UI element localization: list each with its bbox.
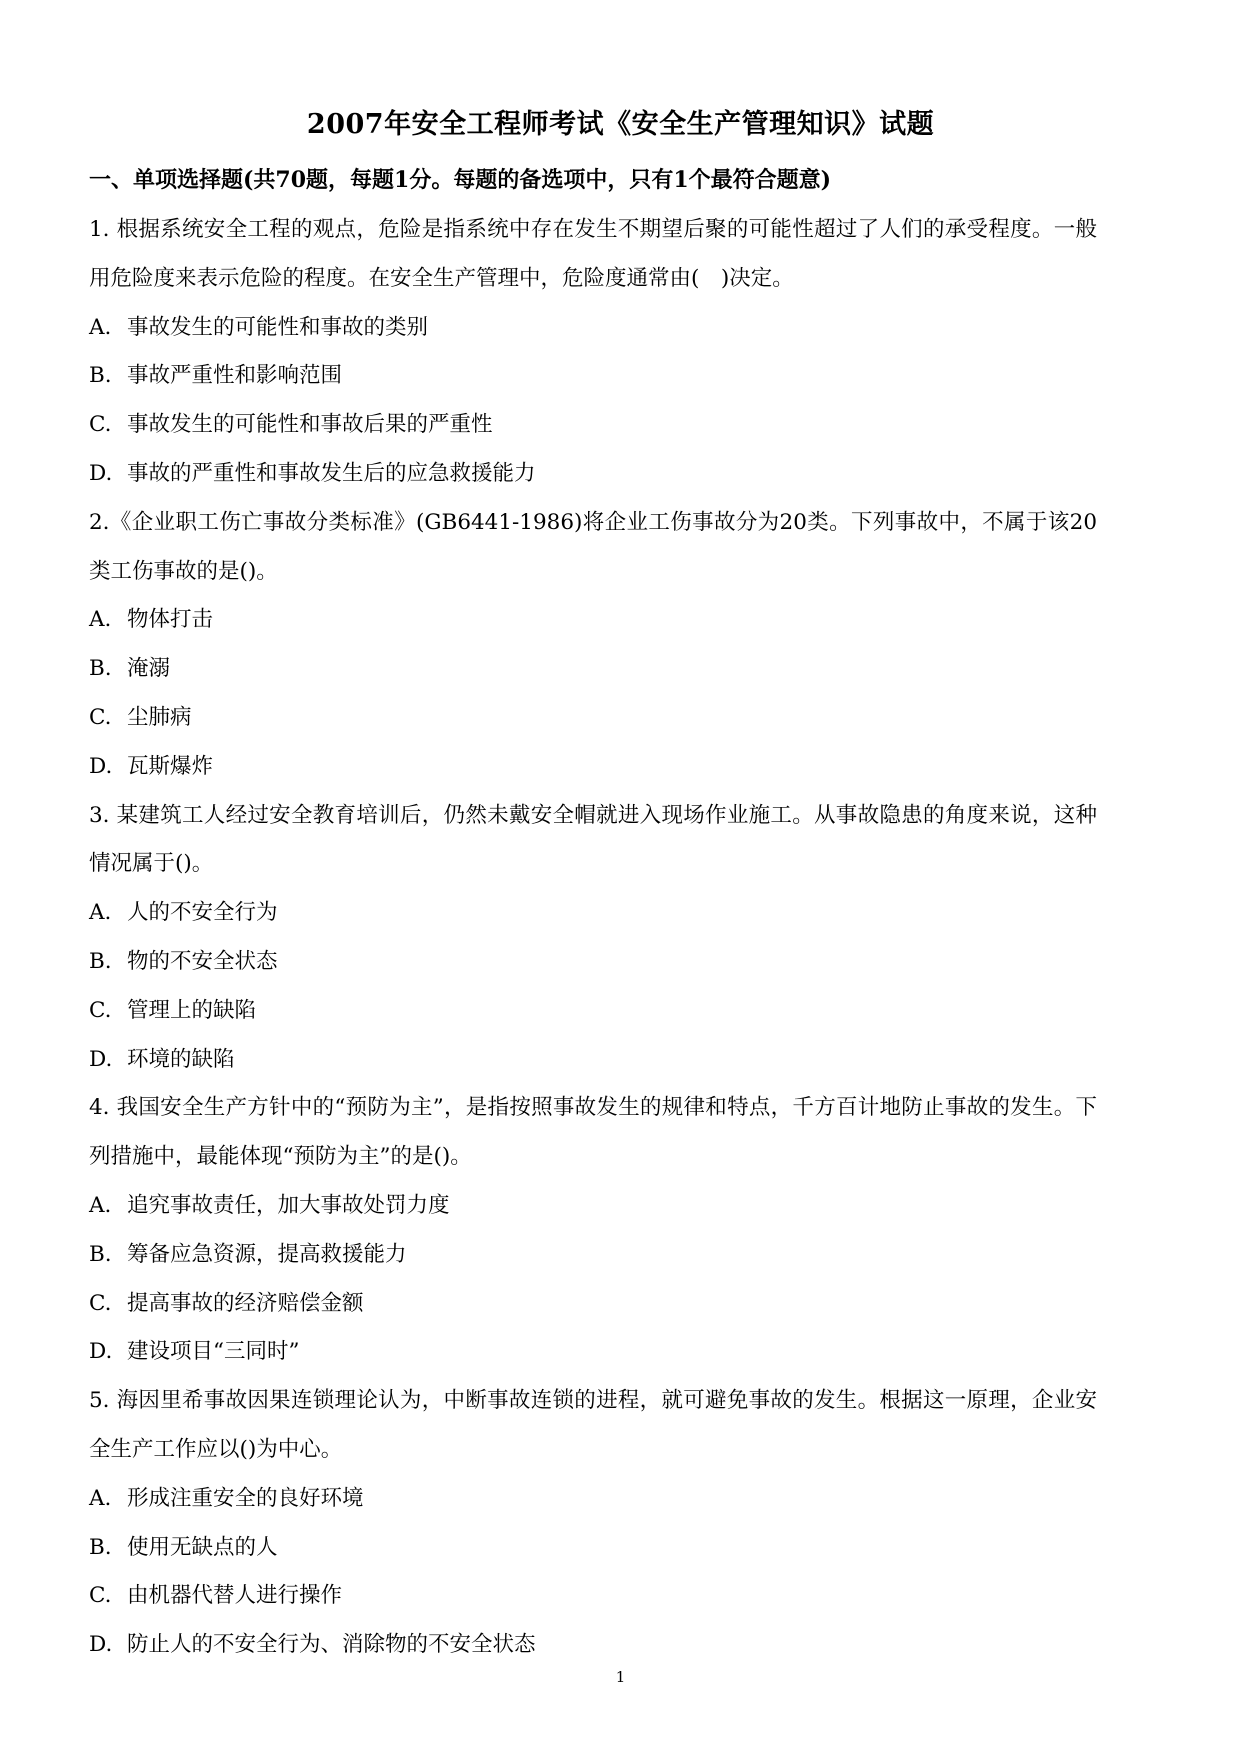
option-text: 环境的缺陷 [127, 1046, 235, 1072]
option-text: 事故发生的可能性和事故后果的严重性 [127, 412, 493, 438]
option-letter: B. [89, 656, 112, 682]
option-letter: B. [89, 1241, 112, 1267]
option-letter: A. [89, 314, 112, 340]
option-text: 建设项目“三同时” [127, 1339, 300, 1365]
answer-option [89, 1328, 1097, 1377]
option-text: 淹溺 [127, 656, 171, 682]
answer-option [89, 645, 1097, 694]
answer-option [89, 1621, 1097, 1670]
answer-option [89, 401, 1097, 450]
answer-option [89, 1524, 1097, 1573]
option-text: 提高事故的经济赔偿金额 [127, 1290, 364, 1316]
option-letter: D. [89, 753, 113, 779]
answer-option [89, 694, 1097, 743]
answer-option [89, 1231, 1097, 1280]
option-letter: A. [89, 1485, 112, 1511]
answer-option [89, 1280, 1097, 1329]
option-text: 追究事故责任，加大事故处罚力度 [127, 1192, 450, 1218]
question-stem: 5. 海因里希事故因果连锁理论认为，中断事故连锁的进程，就可避免事故的发生。根据这一原理，企业安全生产工作应以()为中心。 [89, 1388, 1097, 1462]
option-text: 由机器代替人进行操作 [127, 1583, 343, 1609]
option-letter: C. [89, 412, 112, 438]
option-text: 事故严重性和影响范围 [127, 363, 343, 389]
section-heading: 一、单项选择题(共70题，每题1分。每题的备选项中，只有1个最符合题意) [89, 167, 832, 193]
option-letter: C. [89, 1290, 112, 1316]
option-letter: B. [89, 1534, 112, 1560]
option-text: 尘肺病 [127, 704, 192, 730]
option-letter: B. [89, 363, 112, 389]
option-text: 使用无缺点的人 [127, 1534, 278, 1560]
option-letter: C. [89, 1583, 112, 1609]
question-stem: 3. 某建筑工人经过安全教育培训后，仍然未戴安全帽就进入现场作业施工。从事故隐患的角度来说，这种情况属于()。 [89, 802, 1097, 877]
answer-option [89, 1572, 1097, 1621]
answer-option [89, 596, 1097, 645]
option-letter: D. [89, 1046, 113, 1072]
page-number: 1 [615, 1668, 626, 1686]
answer-option [89, 450, 1097, 499]
answer-option [89, 304, 1097, 353]
option-text: 事故的严重性和事故发生后的应急救援能力 [127, 460, 536, 486]
answer-option [89, 938, 1097, 987]
option-text: 防止人的不安全行为、消除物的不安全状态 [127, 1632, 536, 1658]
option-text: 人的不安全行为 [127, 900, 278, 926]
option-text: 事故发生的可能性和事故的类别 [127, 314, 429, 340]
question-stem: 2.《企业职工伤亡事故分类标准》(GB6441-1986)将企业工伤事故分为20类。下列事故中，不属于该20类工伤事故的是()。 [89, 509, 1097, 584]
option-letter: D. [89, 1339, 113, 1365]
option-text: 物体打击 [127, 607, 214, 633]
question-stem: 1. 根据系统安全工程的观点，危险是指系统中存在发生不期望后聚的可能性超过了人们的承受程度。一般用危险度来表示危险的程度。在安全生产管理中，危险度通常由( )决定。 [89, 217, 1097, 291]
option-letter: C. [89, 704, 112, 730]
answer-option [89, 889, 1097, 938]
option-letter: A. [89, 1192, 112, 1218]
answer-option [89, 1036, 1097, 1085]
answer-option [89, 987, 1097, 1036]
answer-option [89, 352, 1097, 401]
answer-option [89, 743, 1097, 792]
question-list [89, 206, 1097, 1670]
question-item [89, 1377, 1097, 1670]
option-letter: A. [89, 900, 112, 926]
question-stem: 4. 我国安全生产方针中的“预防为主”，是指按照事故发生的规律和特点，千方百计地防止事故的发生。下列措施中，最能体现“预防为主”的是()。 [89, 1095, 1097, 1170]
option-text: 形成注重安全的良好环境 [127, 1485, 364, 1511]
option-text: 物的不安全状态 [127, 948, 278, 974]
option-letter: D. [89, 1632, 113, 1658]
question-item [89, 206, 1097, 499]
question-item [89, 792, 1097, 1085]
option-text: 瓦斯爆炸 [127, 753, 214, 779]
option-text: 筹备应急资源，提高救援能力 [127, 1241, 407, 1267]
option-text: 管理上的缺陷 [127, 997, 257, 1023]
option-letter: B. [89, 948, 112, 974]
question-item [89, 499, 1097, 792]
document-title: 2007年安全工程师考试《安全生产管理知识》试题 [306, 109, 935, 140]
option-letter: C. [89, 997, 112, 1023]
option-letter: D. [89, 460, 113, 486]
answer-option [89, 1182, 1097, 1231]
option-letter: A. [89, 607, 112, 633]
answer-option [89, 1475, 1097, 1524]
question-item [89, 1084, 1097, 1377]
